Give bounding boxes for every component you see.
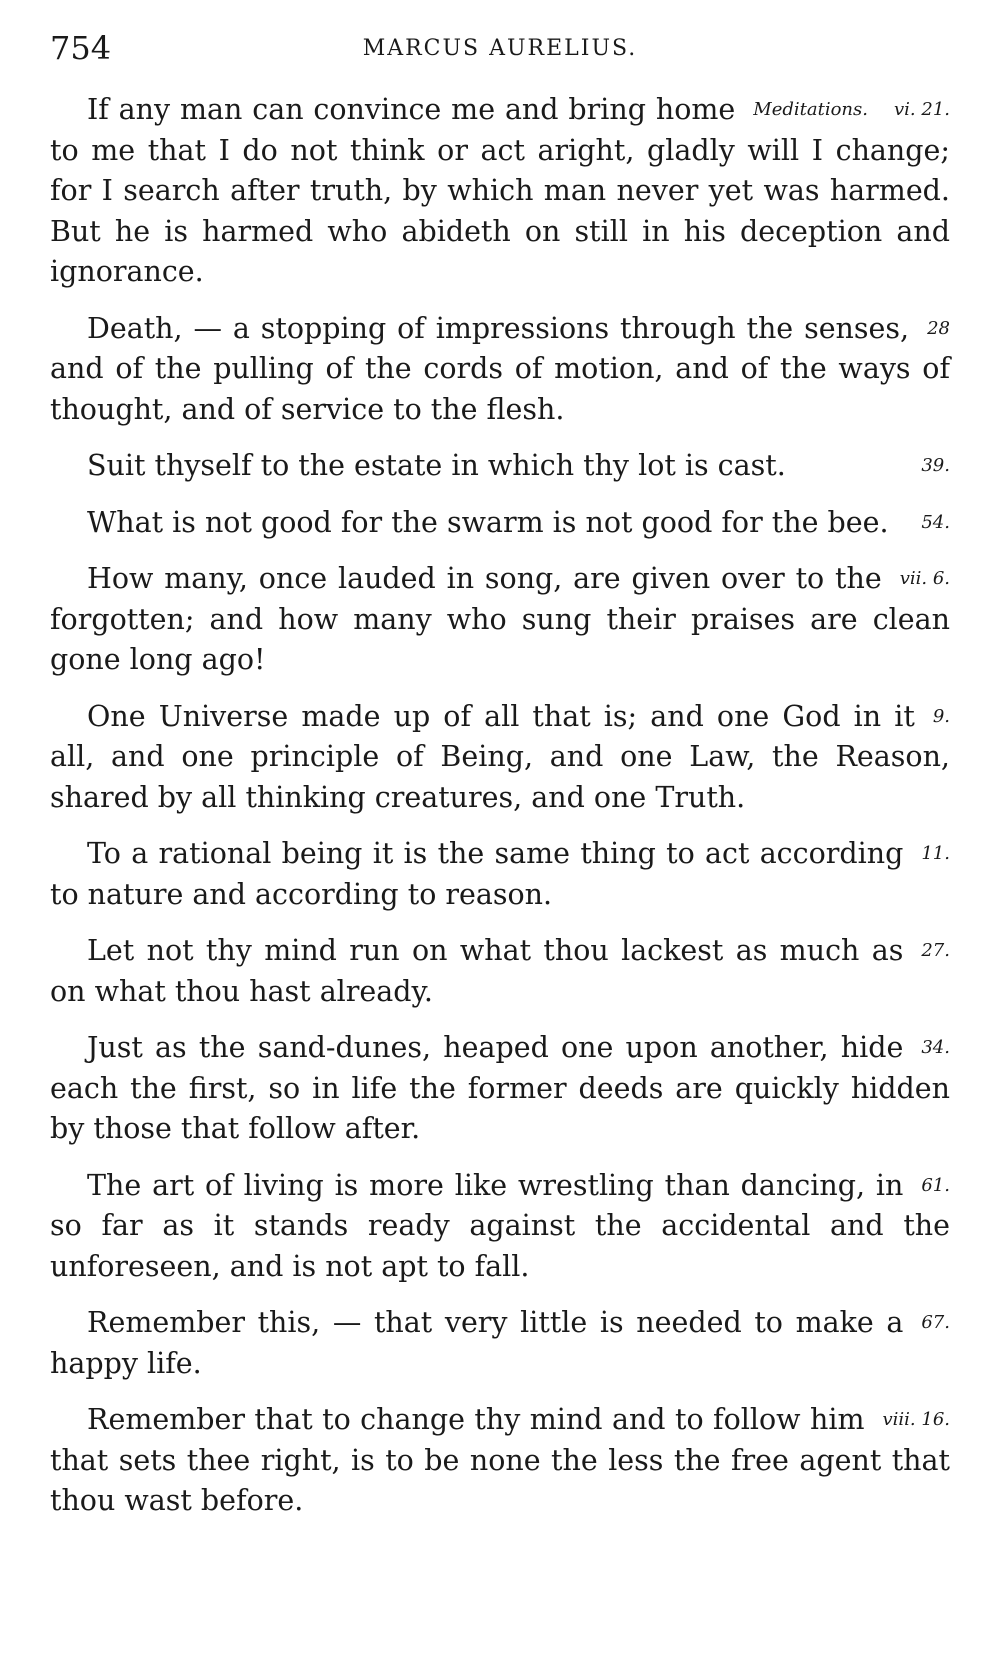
quote-text: Death, — a stopping of impressions through the senses, and of the pulling of the cords of motion, and of the ways of thought, and of service to the flesh. (50, 311, 950, 426)
quote-text: How many, once lauded in song, are given over to the forgotten; and how many who sung their praises are clean gone long ago! (50, 562, 950, 676)
quote-text: Remember this, — that very little is needed to make a happy life. (50, 1306, 904, 1380)
quote-paragraph (50, 697, 950, 819)
quote-paragraph (50, 1028, 950, 1150)
quote-text: Remember that to change thy mind and to follow him that sets thee right, is to be none the less the free agent that thou wast before. (50, 1403, 950, 1517)
quote-reference (753, 90, 950, 130)
quote-reference: 54. (921, 511, 950, 533)
quote-paragraph (50, 309, 950, 431)
quote-reference: viii. 16. (882, 1409, 950, 1430)
quote-text: Just as the sand-dunes, heaped one upon another, hide each the first, so in life the former deeds are quickly hidden by those that follow after. (50, 1031, 950, 1145)
quote-paragraph (50, 90, 950, 293)
quote-reference: 28 (927, 317, 950, 339)
quote-reference: vii. 6. (899, 568, 950, 589)
reference-source: Meditations. (753, 99, 868, 120)
quote-text: One Universe made up of all that is; and one God in it all, and one principle of Being, and one Law, the Reason, shared by all thinking creatures, and one Truth. (50, 699, 950, 814)
page-number: 754 (50, 29, 112, 67)
quote-reference: 61. (921, 1174, 950, 1196)
page-header (50, 28, 950, 78)
quote-paragraph (50, 1166, 950, 1288)
quote-text: The art of living is more like wrestling than dancing, in so far as it stands ready against the accidental and the unforeseen, and is not apt to fall. (50, 1168, 950, 1283)
reference-locator: vi. 21. (894, 99, 950, 120)
quote-paragraph (50, 1400, 950, 1522)
quote-paragraph (50, 446, 950, 487)
quote-text: What is not good for the swarm is not good for the bee. (87, 505, 889, 539)
quote-text: To a rational being it is the same thing to act according to nature and according to reason. (50, 837, 904, 911)
quote-reference: 67. (921, 1312, 950, 1333)
book-page (50, 28, 950, 1522)
quote-reference: 11. (921, 843, 950, 864)
quote-reference: 27. (921, 940, 950, 961)
quote-text: Let not thy mind run on what thou lackest as much as on what thou hast already. (50, 934, 904, 1008)
quote-paragraph (50, 1303, 950, 1384)
quote-paragraph (50, 931, 950, 1012)
quote-reference: 39. (921, 455, 950, 476)
quote-text: Suit thyself to the estate in which thy lot is cast. (87, 449, 786, 482)
quote-paragraph (50, 559, 950, 681)
quote-paragraph (50, 834, 950, 915)
running-head: MARCUS AURELIUS. (362, 36, 638, 61)
quote-reference: 34. (921, 1037, 950, 1058)
quote-paragraph (50, 503, 950, 544)
quote-reference: 9. (932, 705, 950, 727)
quote-text: If any man can convince me and bring home to me that I do not think or act aright, gladly will I change; for I search after truth, by which man never yet was harmed. But he is harmed who abideth on still in his deception and ignorance. (50, 93, 950, 288)
